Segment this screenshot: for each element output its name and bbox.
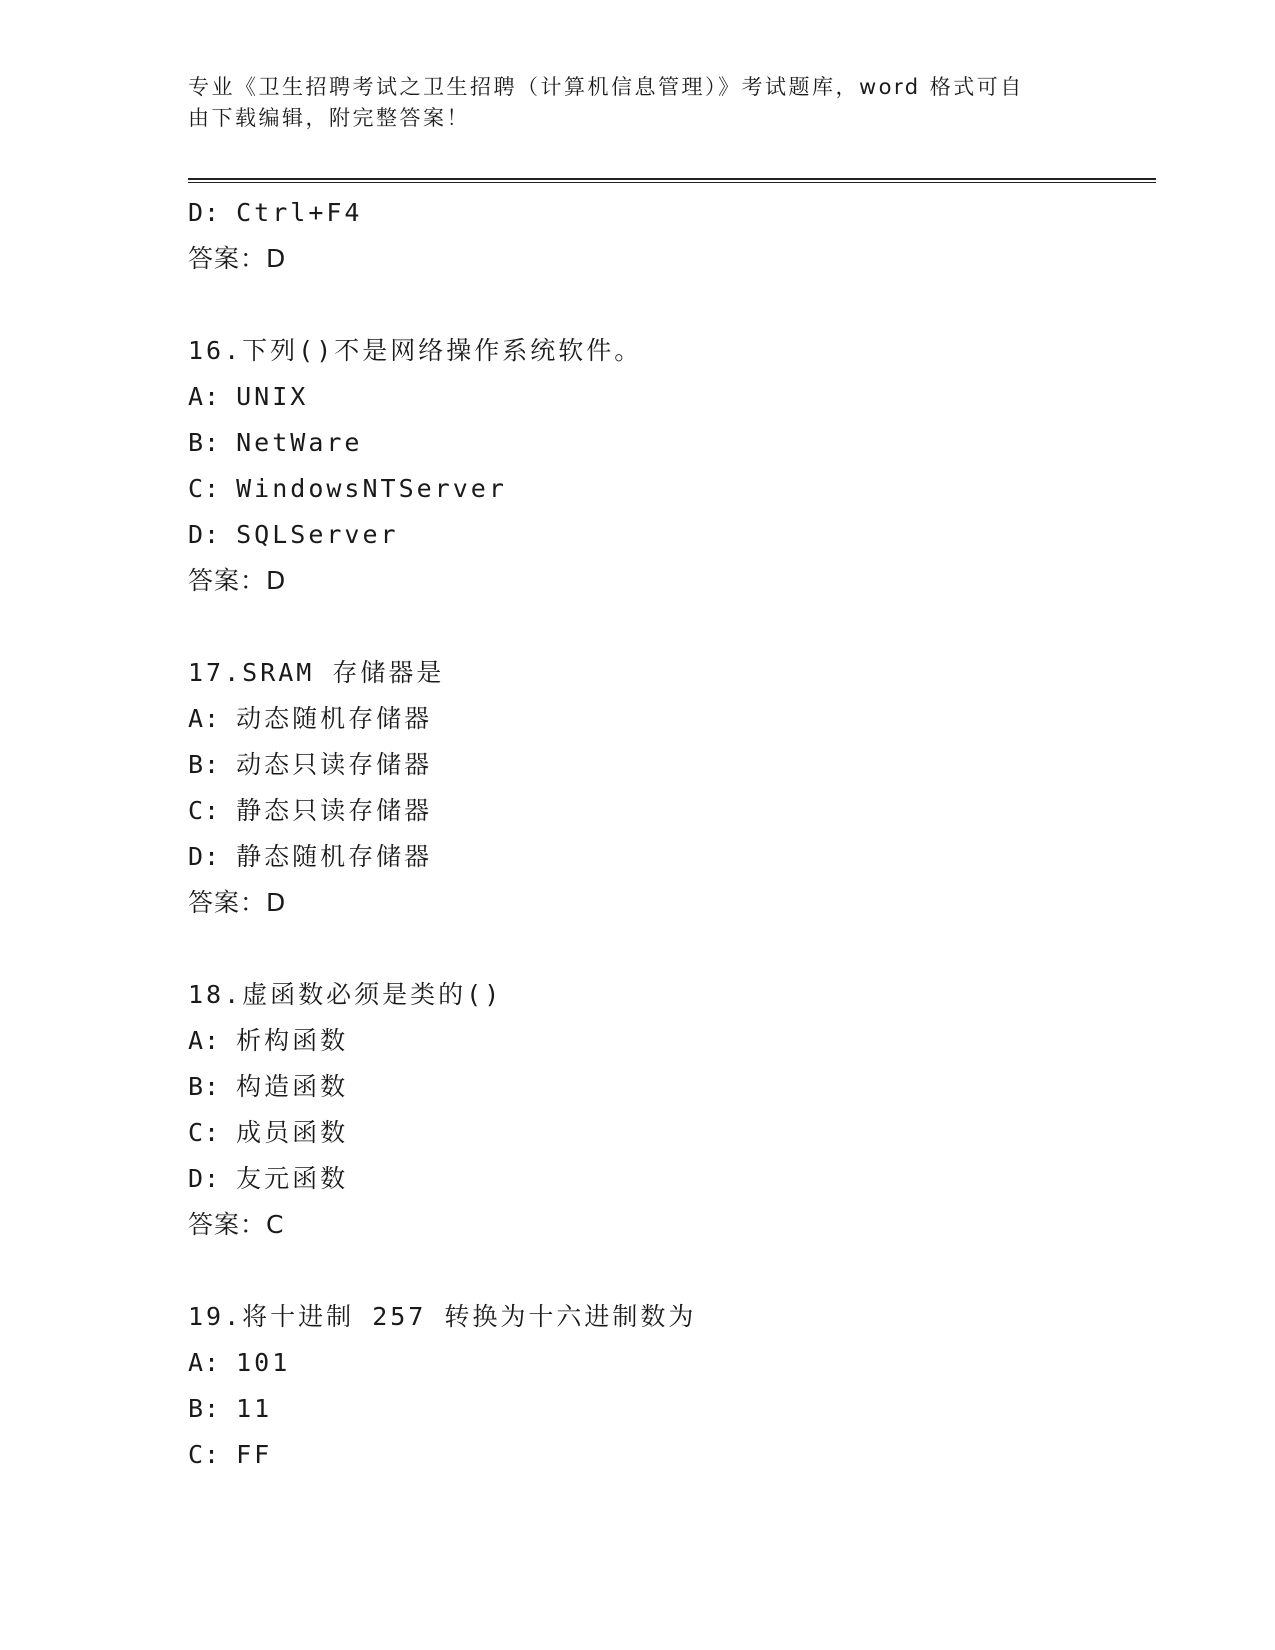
option-key: D:: [188, 842, 221, 871]
option-text: Ctrl+F4: [236, 198, 363, 227]
option-text: 动态随机存储器: [236, 704, 433, 733]
option-text: 101: [236, 1348, 291, 1377]
question-19: [188, 1294, 1156, 1478]
option-a: [188, 1340, 1156, 1386]
option-key: A:: [188, 704, 221, 733]
header-divider-thin: [188, 182, 1156, 183]
option-key: A:: [188, 1026, 221, 1055]
option-text: 成员函数: [236, 1118, 349, 1147]
spacer: [188, 1248, 1156, 1294]
option-key: C:: [188, 474, 221, 503]
answer-line: 答案：C: [188, 1210, 285, 1239]
option-c: [188, 1110, 1156, 1156]
document-header: [188, 72, 1088, 134]
option-key: A:: [188, 1348, 221, 1377]
question-stem: 19.将十进制 257 转换为十六进制数为: [188, 1302, 697, 1331]
option-key: B:: [188, 750, 221, 779]
option-b: [188, 420, 1156, 466]
option-b: [188, 1386, 1156, 1432]
option-text: UNIX: [236, 382, 309, 411]
option-key: C:: [188, 796, 221, 825]
option-c: [188, 466, 1156, 512]
answer-line: 答案：D: [188, 566, 287, 595]
option-text: FF: [236, 1440, 273, 1469]
answer-line: 答案：D: [188, 888, 287, 917]
option-text: 静态只读存储器: [236, 796, 433, 825]
option-text: 构造函数: [236, 1072, 349, 1101]
header-line-1: 专业《卫生招聘考试之卫生招聘（计算机信息管理）》考试题库，word 格式可自: [188, 75, 1024, 99]
option-text: WindowsNTServer: [236, 474, 507, 503]
option-b: [188, 1064, 1156, 1110]
option-text: NetWare: [236, 428, 363, 457]
spacer: [188, 604, 1156, 650]
option-text: 友元函数: [236, 1164, 349, 1193]
option-c: [188, 788, 1156, 834]
spacer: [188, 926, 1156, 972]
option-key: A:: [188, 382, 221, 411]
option-d: [188, 1156, 1156, 1202]
option-a: [188, 1018, 1156, 1064]
question-list: [188, 190, 1156, 1478]
question-stem: 16.下列()不是网络操作系统软件。: [188, 336, 643, 365]
option-text: 11: [236, 1394, 273, 1423]
option-key: B:: [188, 1394, 221, 1423]
option-key: C:: [188, 1440, 221, 1469]
option-a: [188, 696, 1156, 742]
option-text: 动态只读存储器: [236, 750, 433, 779]
header-line-2: 由下载编辑，附完整答案！: [188, 106, 470, 130]
option-d: [188, 190, 1156, 236]
option-text: 析构函数: [236, 1026, 349, 1055]
option-key: B:: [188, 1072, 221, 1101]
option-d: [188, 512, 1156, 558]
option-key: C:: [188, 1118, 221, 1147]
option-key: D:: [188, 198, 221, 227]
spacer: [188, 282, 1156, 328]
question-stem: 18.虚函数必须是类的(): [188, 980, 503, 1009]
option-text: SQLServer: [236, 520, 399, 549]
option-c: [188, 1432, 1156, 1478]
question-15-continuation: [188, 190, 1156, 282]
question-17: [188, 650, 1156, 926]
option-key: B:: [188, 428, 221, 457]
option-b: [188, 742, 1156, 788]
header-divider-thick: [188, 178, 1156, 180]
option-text: 静态随机存储器: [236, 842, 433, 871]
option-key: D:: [188, 1164, 221, 1193]
option-d: [188, 834, 1156, 880]
answer-line: 答案：D: [188, 244, 287, 273]
option-a: [188, 374, 1156, 420]
question-stem: 17.SRAM 存储器是: [188, 658, 445, 687]
question-16: [188, 328, 1156, 604]
option-key: D:: [188, 520, 221, 549]
question-18: [188, 972, 1156, 1248]
